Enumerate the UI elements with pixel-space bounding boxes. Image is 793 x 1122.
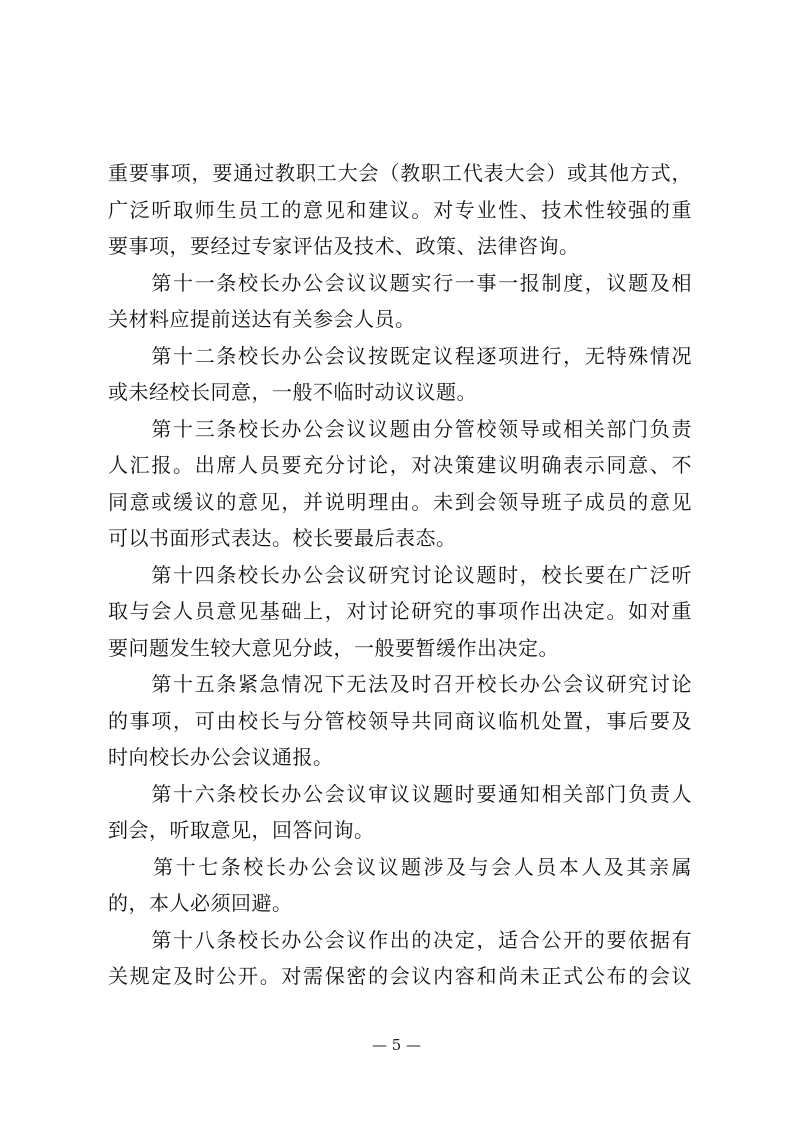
text-line: 第十二条校长办公会议按既定议程逐项进行，无特殊情况 (108, 343, 692, 368)
text-line: 第十六条校长办公会议审议议题时要通知相关部门负责人 (108, 781, 692, 806)
text-line: 关规定及时公开。对需保密的会议内容和尚未正式公布的会议 (108, 964, 692, 988)
text-line: 关材料应提前送达有关参会人员。 (108, 307, 416, 331)
text-line: 人汇报。出席人员要充分讨论，对决策建议明确表示同意、不 (108, 453, 692, 477)
text-line: 第十三条校长办公会议议题由分管校领导或相关部门负责 (108, 416, 692, 441)
text-line: 的事项，可由校长与分管校领导共同商议临机处置，事后要及 (108, 708, 692, 733)
text-line: 同意或缓议的意见，并说明理由。未到会领导班子成员的意见 (108, 489, 692, 514)
text-line: 到会，听取意见，回答问询。 (108, 818, 375, 842)
text-line: 第十七条校长办公会议议题涉及与会人员本人及其亲属 (108, 854, 692, 879)
text-line: 可以书面形式表达。校长要最后表态。 (108, 526, 457, 550)
text-line: 的，本人必须回避。 (108, 891, 293, 915)
text-line: 或未经校长同意，一般不临时动议议题。 (108, 380, 477, 404)
text-line: 第十八条校长办公会议作出的决定，适合公开的要依据有 (108, 927, 692, 952)
text-line: 要问题发生较大意见分歧，一般要暂缓作出决定。 (108, 635, 559, 660)
text-line: 重要事项，要通过教职工大会（教职工代表大会）或其他方式， (108, 161, 692, 185)
page-number: — 5 — (371, 1036, 422, 1054)
body-text (108, 155, 692, 995)
text-line: 第十一条校长办公会议议题实行一事一报制度，议题及相 (108, 270, 692, 295)
text-line: 广泛听取师生员工的意见和建议。对专业性、技术性较强的重 (108, 197, 692, 222)
text-line: 取与会人员意见基础上，对讨论研究的事项作出决定。如对重 (108, 599, 692, 623)
text-line: 时向校长办公会议通报。 (108, 745, 334, 769)
text-line: 第十四条校长办公会议研究讨论议题时，校长要在广泛听 (108, 562, 692, 587)
text-line: 要事项，要经过专家评估及技术、政策、法律咨询。 (108, 234, 580, 258)
text-line: 第十五条紧急情况下无法及时召开校长办公会议研究讨论 (108, 672, 692, 696)
